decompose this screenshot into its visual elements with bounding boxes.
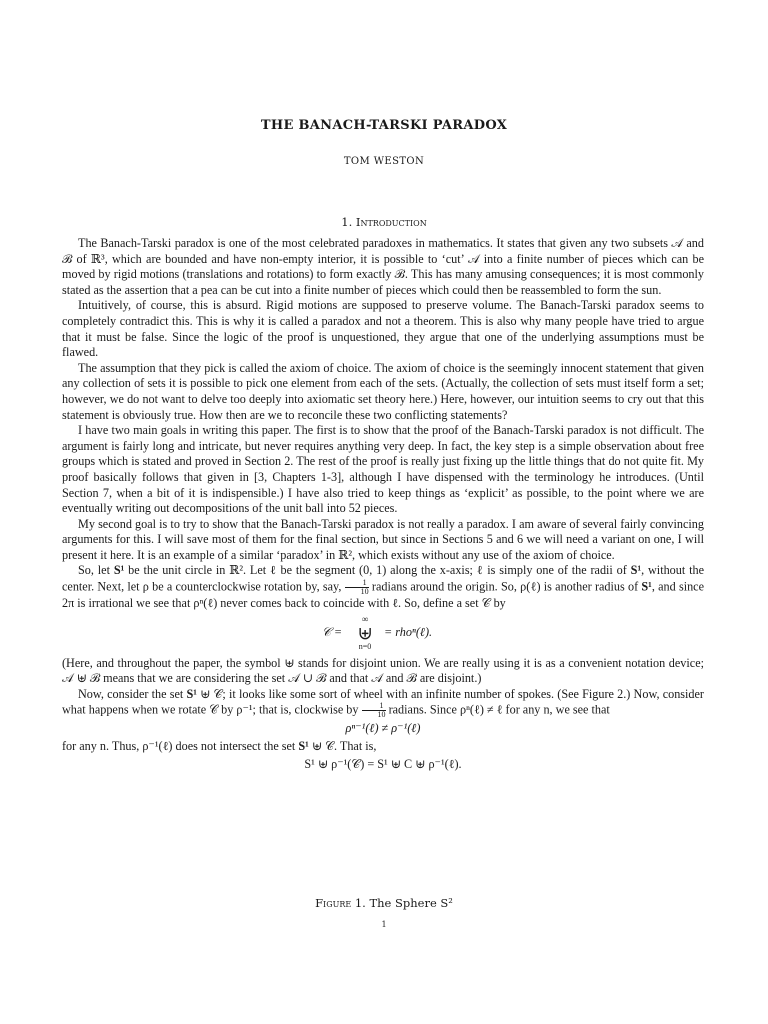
fraction [362,702,386,719]
text-run: ⊎ 𝒞. That is, [308,739,377,754]
paragraph: The Banach-Tarski paradox is one of the most celebrated paradoxes in mathematics. It states that given any two subsets 𝒜 and ℬ of ℝ³, which are bounded and have non-empty interior, it is possible to ‘cut’ 𝒜 into a finite number of pieces which can be moved by rigid motions (translations and rotations) to form exactly ℬ. This has many amusing consequences; it is most commonly stated as the assertion that a pea can be cut into a finite number of pieces which could then be reassembled to form the sun. [62,236,704,297]
paragraph: I have two main goals in writing this paper. The first is to show that the proof of the Banach-Tarski paradox is not difficult. The argument is fairly long and intricate, but never requires anything very deep. In fact, the key step is a simple observation about free groups which is stated and proved in Section 2. The rest of the proof is really just fixing up the little things that do not quite fit. My proof basically follows that given in [3, Chapters 1-3], although I have dispensed with the terminology he introduces. (Until Section 7, when a bit of it is indispensible.) I have also tried to keep things as ‘explicit’ as possible, to the point where we are eventually writing out decompositions of the unit ball into 52 pieces. [62,423,704,516]
text-run: be the unit circle in ℝ². Let ℓ be the segment (0, 1) along the x-axis; ℓ is simply one of the radii of [124,563,631,578]
text-run: radians around the origin. So, ρ(ℓ) is another radius of [368,579,642,594]
text-run: , without the center. Next, let ρ be a counterclockwise rotation by, say, [62,563,704,594]
equation-inequality: ρⁿ⁻¹(ℓ) ≠ ρ⁻¹(ℓ) [345,721,421,736]
figure-caption-text: The Sphere S² [369,896,453,910]
text-run: So, let [78,563,114,578]
fraction [345,579,369,596]
text-run: for any n. Thus, ρ⁻¹(ℓ) does not intersect the set [62,739,299,754]
equation-lhs: 𝒞 = [322,624,343,639]
math-S1: S¹ [298,739,309,754]
disjoint-union-operator [350,614,380,652]
paragraph: My second goal is to try to show that the Banach-Tarski paradox is not really a paradox. I am aware of several fairly convincing arguments for this. I will save most of them for the final section, but since in Sections 5 and 6 we will need a variant on one, I will present it here. It is an example of a similar ‘paradox’ in ℝ², which exists without any use of the axiom of choice. [62,516,704,562]
paragraph [62,739,704,755]
fraction-denominator: 10 [377,710,386,720]
math-S1: S¹ [186,686,197,701]
figure-label: Figure 1. [315,896,366,910]
fraction-numerator: 1 [345,579,369,588]
section-heading [0,215,768,229]
text-run: radians. Since ρⁿ(ℓ) ≠ ℓ for any n, we see that [385,702,610,717]
equation-set-c [62,614,704,654]
equation-union-rotation: S¹ ⊎ ρ⁻¹(𝒞) = S¹ ⊎ C ⊎ ρ⁻¹(ℓ). [304,756,462,771]
union-upper-limit: ∞ [361,613,369,624]
math-S1: S¹ [641,579,652,594]
text-run: Now, consider the set [78,686,187,701]
figure-caption [0,896,768,910]
text-run: ⊎ 𝒞; it looks like some sort of wheel with an infinite number of spokes. (See Figure 2.) Now, consider what happens when we rotate 𝒞 by ρ⁻¹; that is, clockwise by [62,686,704,717]
paper-body [62,236,704,774]
paper-title: THE BANACH-TARSKI PARADOX [260,118,508,133]
union-lower-limit: n=0 [358,641,372,651]
math-S1: S¹ [630,563,642,578]
fraction-numerator: 1 [362,702,386,711]
paragraph [62,563,704,611]
paragraph [62,687,704,720]
author-name: TOM WESTON [343,156,425,167]
section-number: 1. [341,215,353,229]
page-number: 1 [381,920,387,929]
union-symbol: ⊎ [357,622,373,643]
paragraph: The assumption that they pick is called the axiom of choice. The axiom of choice is the seemingly innocent statement that given any collection of sets it is possible to pick one element from each of the sets. (Actually, the collection of sets must itself form a set; however, we do not want to delve too deeply into axiomatic set theory here.) Here, however, our intuition seems to cry out that this statement is obviously true. How then are we to reconcile these two conflicting statements? [62,360,704,422]
equation-rhs: = rhoⁿ(ℓ). [384,624,433,639]
section-name: Introduction [355,215,427,229]
fraction-denominator: 10 [360,587,369,597]
text-run: , and since 2π is irrational we see that ρⁿ(ℓ) never comes back to coincide with ℓ. So, define a set 𝒞 by [62,579,705,611]
paragraph: (Here, and throughout the paper, the symbol ⊎ stands for disjoint union. We are really using it is as a convenient notation device; 𝒜 ⊎ ℬ means that we are considering the set 𝒜 ∪ ℬ and that 𝒜 and ℬ are disjoint.) [62,655,704,686]
paragraph: Intuitively, of course, this is absurd. Rigid motions are supposed to preserve volume. The Banach-Tarski paradox seems to completely contradict this. This is why it is called a paradox and not a theorem. This is also why many people have tried to argue that it must be false. Since the logic of the proof is unquestioned, they argue that one of the underlying assumptions must be flawed. [62,298,704,360]
math-S1: S¹ [113,563,125,578]
